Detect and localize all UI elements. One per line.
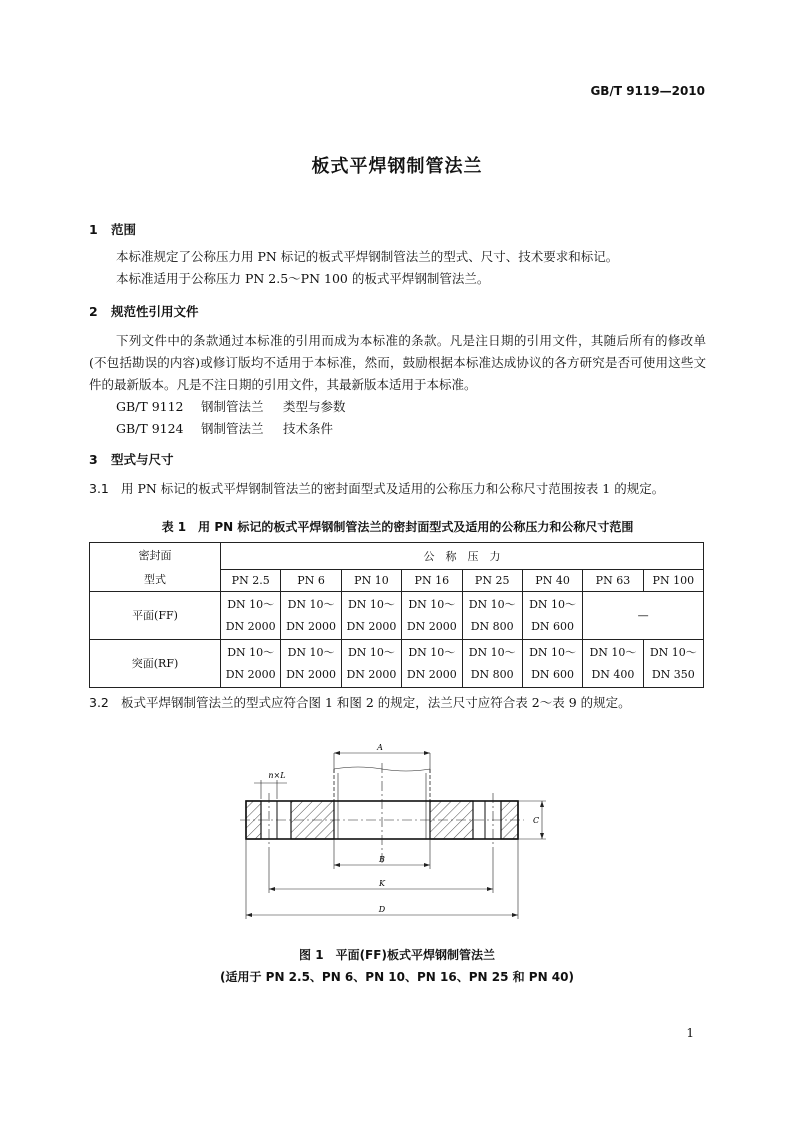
table-cell: DN 10～ DN 800 bbox=[462, 592, 522, 640]
pressure-header: PN 40 bbox=[522, 570, 582, 592]
table-cell-dash: — bbox=[583, 592, 704, 640]
clause-number: 3.2 bbox=[89, 695, 109, 710]
table-cell: DN 10～ DN 2000 bbox=[402, 592, 462, 640]
row-header-cell bbox=[90, 543, 221, 592]
paragraph: 下列文件中的条款通过本标准的引用而成为本标准的条款。凡是注日期的引用文件，其随后所有的修改单(不包括勘误的内容)或修订版均不适用于本标准，然而，鼓励根据本标准达成协议的各方研究是否可使用这些文件的最新版本。凡是不注日期的引用文件，其最新版本适用于本标准。 bbox=[89, 333, 706, 392]
row-label: 平面(FF) bbox=[90, 592, 221, 640]
dimension-nxl bbox=[254, 771, 287, 799]
label-d: D bbox=[378, 905, 386, 914]
table-cell: DN 10～ DN 400 bbox=[583, 640, 643, 688]
label-a: A bbox=[377, 743, 383, 752]
section-number: 3 bbox=[89, 452, 98, 467]
table-cell: DN 10～ DN 2000 bbox=[281, 640, 341, 688]
clause-3-2 bbox=[89, 692, 706, 714]
pressure-header: PN 25 bbox=[462, 570, 522, 592]
section-number: 1 bbox=[89, 222, 98, 237]
table-cell: DN 10～ DN 600 bbox=[522, 640, 582, 688]
pressure-header: PN 6 bbox=[281, 570, 341, 592]
section-title: 范围 bbox=[111, 222, 137, 237]
table-cell: DN 10～ DN 2000 bbox=[221, 640, 281, 688]
section-2-heading bbox=[89, 302, 199, 320]
reference-title: 钢制管法兰 bbox=[201, 399, 264, 414]
reference-item bbox=[116, 419, 333, 437]
table-cell: DN 10～ DN 800 bbox=[462, 640, 522, 688]
table-1-caption: 表 1 用 PN 标记的板式平焊钢制管法兰的密封面型式及适用的公称压力和公称尺寸范围 bbox=[161, 520, 634, 534]
section-number: 2 bbox=[89, 304, 98, 319]
flange-drawing bbox=[230, 735, 560, 930]
dimension-k bbox=[269, 847, 493, 893]
reference-subtitle: 类型与参数 bbox=[283, 399, 346, 414]
reference-title: 钢制管法兰 bbox=[201, 421, 264, 436]
label-nxl: n×L bbox=[268, 771, 286, 780]
table-cell: DN 10～ DN 2000 bbox=[281, 592, 341, 640]
label-c: C bbox=[532, 816, 540, 825]
label-k: K bbox=[379, 879, 385, 888]
page-number: 1 bbox=[686, 1026, 694, 1040]
clause-text: 用 PN 标记的板式平焊钢制管法兰的密封面型式及适用的公称压力和公称尺寸范围按表 1 的规定。 bbox=[121, 481, 665, 496]
table-cell: DN 10～ DN 600 bbox=[522, 592, 582, 640]
table-cell: DN 10～ DN 2000 bbox=[341, 592, 401, 640]
reference-item bbox=[116, 397, 346, 415]
paragraph: 本标准规定了公称压力用 PN 标记的板式平焊钢制管法兰的型式、尺寸、技术要求和标记。 bbox=[116, 249, 619, 264]
label-b: B bbox=[379, 855, 385, 864]
pressure-header: PN 100 bbox=[643, 570, 703, 592]
section-title: 型式与尺寸 bbox=[111, 452, 174, 467]
clause-number: 3.1 bbox=[89, 481, 109, 496]
pressure-header: PN 10 bbox=[341, 570, 401, 592]
table-cell: DN 10～ DN 2000 bbox=[402, 640, 462, 688]
page-title: 板式平焊钢制管法兰 bbox=[311, 156, 483, 177]
row-header-line2: 型式 bbox=[144, 573, 166, 586]
row-header-line1: 密封面 bbox=[138, 549, 172, 562]
clause-text: 板式平焊钢制管法兰的型式应符合图 1 和图 2 的规定，法兰尺寸应符合表 2～表 9 的规定。 bbox=[121, 695, 631, 710]
table-cell: DN 10～ DN 350 bbox=[643, 640, 703, 688]
dimension-c bbox=[518, 801, 546, 839]
section-3-heading bbox=[89, 450, 174, 468]
section-1-heading bbox=[89, 220, 136, 238]
standard-number: GB/T 9119—2010 bbox=[590, 84, 705, 98]
reference-code: GB/T 9124 bbox=[116, 421, 184, 436]
row-label: 突面(RF) bbox=[90, 640, 221, 688]
reference-code: GB/T 9112 bbox=[116, 399, 184, 414]
table-cell: DN 10～ DN 2000 bbox=[341, 640, 401, 688]
clause-3-1 bbox=[89, 478, 706, 500]
pressure-header: PN 2.5 bbox=[221, 570, 281, 592]
pressure-header: PN 16 bbox=[402, 570, 462, 592]
figure-1-caption: 图 1 平面(FF)板式平焊钢制管法兰 bbox=[299, 948, 495, 962]
reference-subtitle: 技术条件 bbox=[283, 421, 334, 436]
table-cell: DN 10～ DN 2000 bbox=[221, 592, 281, 640]
pressure-group-header: 公 称 压 力 bbox=[221, 543, 704, 570]
section-title: 规范性引用文件 bbox=[111, 304, 199, 319]
pressure-header: PN 63 bbox=[583, 570, 643, 592]
paragraph: 本标准适用于公称压力 PN 2.5～PN 100 的板式平焊钢制管法兰。 bbox=[116, 271, 490, 286]
figure-1-subcaption: (适用于 PN 2.5、PN 6、PN 10、PN 16、PN 25 和 PN 40) bbox=[219, 970, 574, 984]
table-1 bbox=[89, 542, 704, 688]
